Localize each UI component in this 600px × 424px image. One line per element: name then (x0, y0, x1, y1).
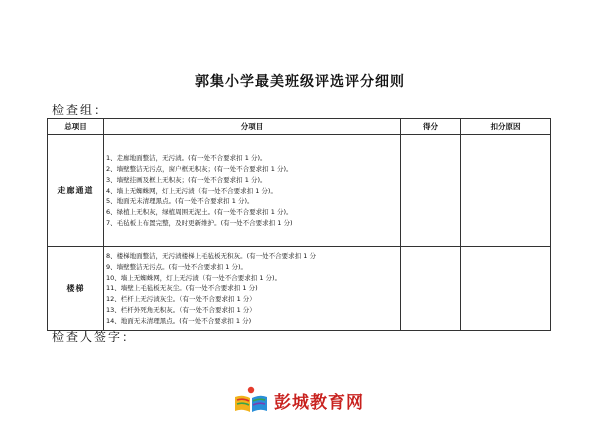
criterion-item: 1、走廊地面整洁，无污渍。(有一处不合要求扣 1 分)。 (106, 154, 267, 163)
logo-text: 彭城教育网 (274, 392, 364, 413)
header-score: 得分 (401, 119, 461, 135)
header-items: 分项目 (104, 119, 401, 135)
scoring-table (47, 118, 551, 331)
criterion-item: 12、栏杆上无污渍灰尘。（有一处不合要求扣 1 分） (106, 295, 256, 304)
criterion-item: 5、地面无未清理黑点。(有一处不合要求扣 1 分)。 (106, 197, 254, 206)
inspection-group-label: 检查组： (52, 103, 109, 117)
table-row-stairs (48, 247, 551, 331)
criterion-item: 9、墙壁整洁无污点。(有一处不合要求扣 1 分)。 (106, 262, 247, 271)
criterion-item: 11、墙壁上毛毡板无灰尘。(有一处不合要求扣 1 分) (106, 284, 258, 293)
items-cell (104, 135, 401, 247)
table-row-corridor (48, 135, 551, 247)
table-header-row (48, 119, 551, 135)
criterion-item: 3、墙壁挂画及框上无积灰；(有一处不合要求扣 1 分)。 (106, 175, 267, 184)
criterion-item: 2、墙壁整洁无污点，窗户框无积灰；(有一处不合要求扣 1 分)。 (106, 165, 293, 173)
criterion-item: 14、地面无未清理黑点。(有一处不合要求扣 1 分) (106, 316, 252, 325)
category-cell: 楼梯 (48, 247, 104, 331)
criterion-item: 4、墙上无蜘蛛网，灯上无污渍（有一处不合要求扣 1 分)。 (106, 186, 277, 195)
criterion-item: 10、墙上无蜘蛛网，灯上无污渍（有一处不合要求扣 1 分)。 (106, 273, 282, 282)
criterion-item: 13、栏杆外死角无积灰。（有一处不合要求扣 1 分） (106, 305, 256, 314)
reason-cell (461, 135, 551, 247)
score-cell (401, 135, 461, 247)
document-title: 郭集小学最美班级评选评分细则 (195, 74, 405, 90)
criterion-item: 6、绿植上无积灰，绿植周围无泥土。(有一处不合要求扣 1 分)。 (106, 208, 293, 217)
site-logo (232, 385, 364, 415)
criterion-item: 8、楼梯地面整洁，无污渍楼梯上毛毡板无积灰。(有一处不合要求扣 1 分 (106, 252, 316, 260)
criterion-item: 7、毛毡板上布置完整，及时更新维护。(有一处不合要求扣 1 分) (106, 218, 293, 227)
header-reason: 扣分原因 (461, 119, 551, 135)
book-stack-icon (232, 385, 270, 415)
items-cell (104, 247, 401, 331)
reason-cell (461, 247, 551, 331)
category-cell: 走廊通道 (48, 135, 104, 247)
inspector-signature-label: 检查人签字： (52, 330, 137, 344)
score-cell (401, 247, 461, 331)
header-category: 总项目 (48, 119, 104, 135)
